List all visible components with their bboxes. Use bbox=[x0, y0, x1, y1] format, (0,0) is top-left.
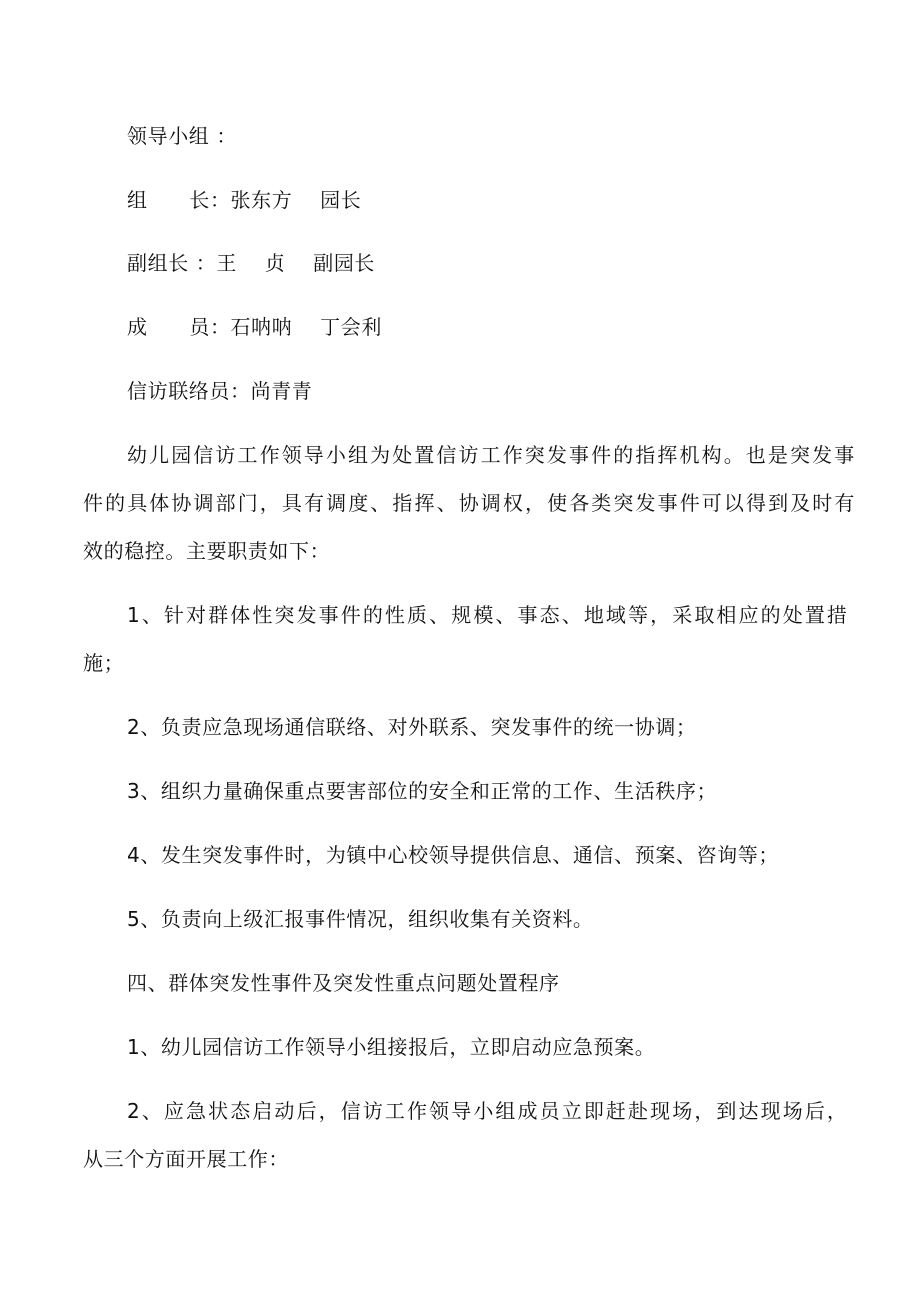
duty-item-5: 5、负责向上级汇报事件情况，组织收集有关资料。 bbox=[127, 907, 594, 931]
duty-item-2: 2、负责应急现场通信联络、对外联系、突发事件的统一协调； bbox=[127, 715, 697, 739]
deputy-leader-line: 副组长 ：王 贞 副园长 bbox=[127, 251, 376, 275]
leadership-group-heading: 领导小组 ： bbox=[127, 124, 237, 148]
procedure-item-2-continued: 从三个方面开展工作： bbox=[83, 1147, 289, 1171]
procedure-item-2: 2、应急状态启动后，信访工作领导小组成员立即赶赴现场，到达现场后， bbox=[127, 1099, 850, 1123]
section-four-heading: 四、群体突发性事件及突发性重点问题处置程序 bbox=[127, 971, 560, 995]
body-paragraph-line: 幼儿园信访工作领导小组为处置信访工作突发事件的指挥机构。也是突发事 bbox=[127, 443, 857, 467]
members-line: 成 员：石呐呐 丁会利 bbox=[127, 315, 382, 339]
body-paragraph-line: 效的稳控。主要职责如下： bbox=[83, 539, 331, 563]
duty-item-1: 1、针对群体性突发事件的性质、规模、事态、地域等，采取相应的处置措 bbox=[127, 603, 850, 627]
duty-item-4: 4、发生突发事件时，为镇中心校领导提供信息、通信、预案、咨询等； bbox=[127, 843, 779, 867]
liaison-line: 信访联络员：尚青青 bbox=[127, 379, 313, 403]
group-leader-line: 组 长：张东方 园长 bbox=[127, 188, 362, 212]
duty-item-3: 3、组织力量确保重点要害部位的安全和正常的工作、生活秩序； bbox=[127, 779, 718, 803]
duty-item-1-continued: 施； bbox=[83, 651, 125, 675]
procedure-item-1: 1、幼儿园信访工作领导小组接报后，立即启动应急预案。 bbox=[127, 1035, 656, 1059]
body-paragraph-line: 件的具体协调部门，具有调度、指挥、协调权，使各类突发事件可以得到及时有 bbox=[83, 491, 857, 515]
